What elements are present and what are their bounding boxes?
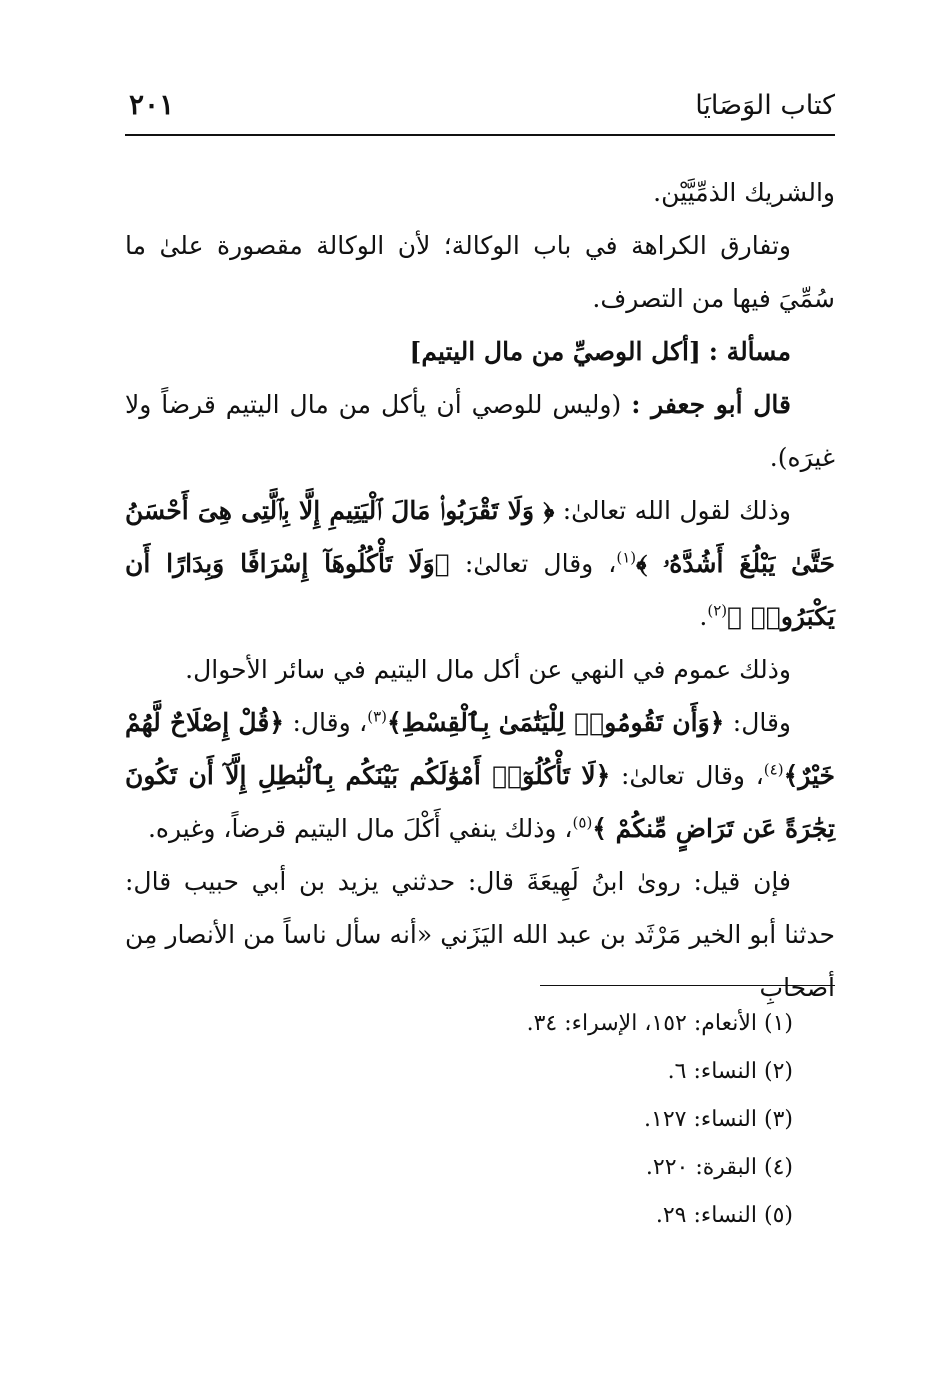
running-title: كتاب الوَصَايَا xyxy=(695,90,835,121)
issue-label: مسألة : xyxy=(708,337,791,366)
footnote: (٤) البقرة: ٢٢٠. xyxy=(645,1155,793,1180)
footnote-ref: (٢) xyxy=(707,601,728,620)
footnote: (١) الأنعام: ١٥٢، الإسراء: ٣٤. xyxy=(526,1011,793,1036)
footnote-ref: (٥) xyxy=(572,813,593,832)
quran-verse: ﴿ وَلَا تَقْرَبُوا۟ مَالَ ٱلْيَتِيمِ إِلَّا بِٱلَّتِى هِىَ أَحْسَنُ حَتَّىٰ يَبْلُغَ أَشُدَّهُۥ ﴾ xyxy=(125,496,835,578)
text-run: ، وقال: xyxy=(292,708,368,737)
text-run: وذلك لقول الله تعالىٰ: xyxy=(562,496,791,525)
issue-title: [أكل الوصيِّ من مال اليتيم] xyxy=(409,337,701,366)
quran-verse: ﴿وَلَا تَأْكُلُوهَآ إِسْرَافًا وَبِدَارًا أَن يَكْبَرُوا۟ ﴾ xyxy=(125,549,835,631)
main-text xyxy=(125,166,835,1014)
quran-verse: ﴿وَأَن تَقُومُوا۟ لِلْيَتَٰمَىٰ بِٱلْقِسْطِ﴾ xyxy=(386,708,725,737)
text-run: وقال: xyxy=(732,708,792,737)
footnote-ref: (٤) xyxy=(763,760,784,779)
page-number: ٢٠١ xyxy=(129,88,175,121)
paragraph-verses-2 xyxy=(125,696,835,855)
paragraph: وذلك عموم في النهي عن أكل مال اليتيم في سائر الأحوال. xyxy=(185,655,791,684)
footnote-separator xyxy=(540,985,835,986)
paragraph: وتفارق الكراهة في باب الوكالة؛ لأن الوكالة مقصورة علىٰ ما سُمِّيَ فيها من التصرف. xyxy=(125,231,835,313)
text-run: ، وقال تعالىٰ: xyxy=(621,761,764,790)
paragraph: فإن قيل: روىٰ ابنُ لَهِيعَةَ قال: حدثني يزيد بن أبي حبيب قال: حدثنا أبو الخير مَرْثَد بن عبد الله اليَزَني «أنه سأل ناساً من الأنصار مِن أصحابِ xyxy=(125,867,835,1002)
footnote: (٣) النساء: ١٢٧. xyxy=(644,1107,793,1132)
speaker-name: قال أبو جعفر : xyxy=(631,390,791,419)
footnote-ref: (١) xyxy=(616,548,637,567)
footnote: (٢) النساء: ٦. xyxy=(667,1059,793,1084)
quran-verse: ﴿قُلْ إِصْلَاحٌ لَّهُمْ خَيْرٌ﴾ xyxy=(125,708,836,790)
quran-verse: ﴿لَا تَأْكُلُوٓا۟ أَمْوَٰلَكُم بَيْنَكُم بِٱلْبَٰطِلِ إِلَّآ أَن تَكُونَ تِجَٰرَةً عَن تَرَاضٍ مِّنكُمْ ﴾ xyxy=(125,761,835,843)
running-header xyxy=(125,88,835,136)
text-run: ، وذلك ينفي أَكْلَ مال اليتيم قرضاً، وغيره. xyxy=(147,814,573,843)
text-run: ، وقال تعالىٰ: xyxy=(464,549,617,578)
issue-heading xyxy=(125,325,835,378)
text-run: . xyxy=(699,602,708,631)
footnote-ref: (٣) xyxy=(367,707,387,726)
footnotes xyxy=(125,1000,793,1240)
paragraph-continuation: والشريك الذمِّيَّيْن. xyxy=(653,178,835,207)
statement-text: (وليس للوصي أن يأكل من مال اليتيم قرضاً ولا غيرَه). xyxy=(125,390,835,472)
paragraph-verses-1 xyxy=(125,484,835,643)
quoted-statement xyxy=(125,378,835,484)
footnote: (٥) النساء: ٢٩. xyxy=(655,1203,793,1228)
